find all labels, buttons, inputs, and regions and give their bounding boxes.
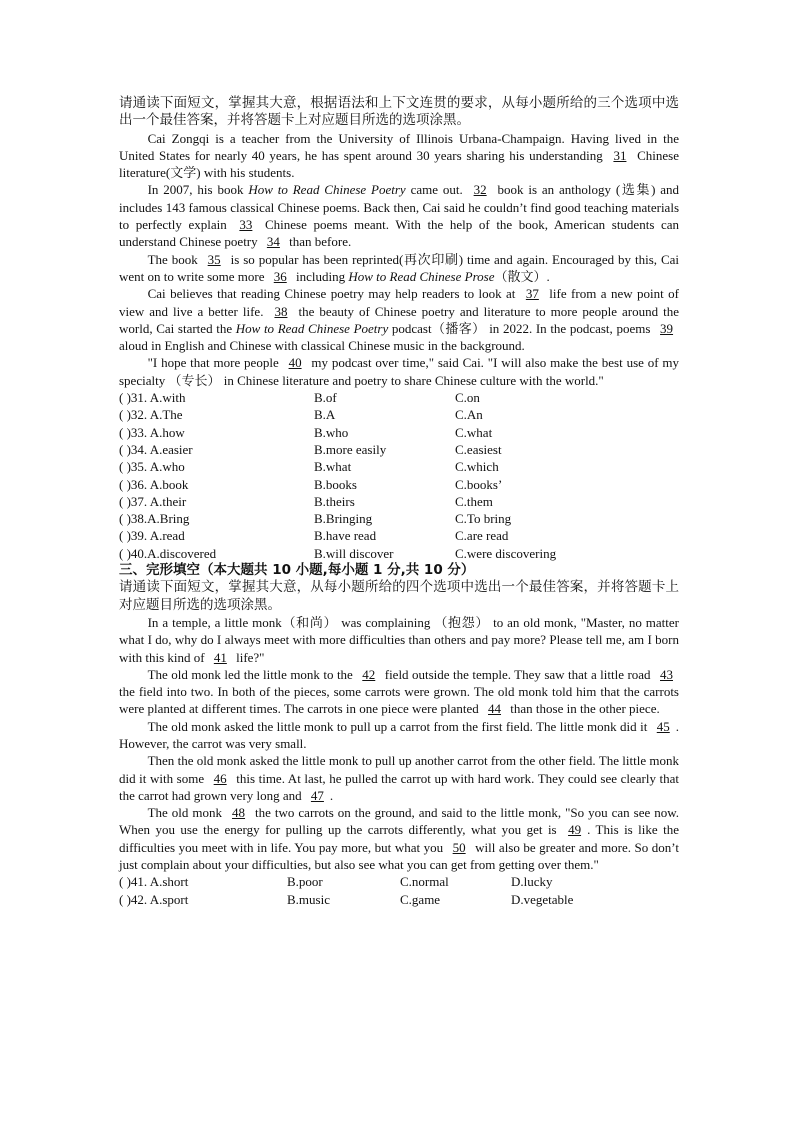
blank-42: 42 bbox=[362, 666, 376, 682]
podcast-title: How to Read Chinese Poetry bbox=[235, 320, 389, 336]
passage2-paragraph-2: The old monk led the little monk to the 42 field outside the temple. They saw that a little road 43 the field into two. In both of the pieces, some carrots were grown. The old monk told him that the carrots were planted at different times. The carrots in one piece were planted 44 than those in the other piece. bbox=[119, 666, 679, 717]
blank-47: 47 bbox=[310, 787, 324, 803]
question-41[interactable]: ( )41. A.short B.poor C.normal D.lucky bbox=[119, 874, 553, 890]
blank-39: 39 bbox=[660, 320, 674, 336]
blank-44: 44 bbox=[488, 701, 502, 717]
question-36[interactable]: ( )36. A.book B.books C.books’ bbox=[119, 476, 503, 492]
section3-question-list bbox=[119, 873, 679, 908]
question-35[interactable]: ( )35. A.who B.what C.which bbox=[119, 459, 499, 475]
section3-instruction: 请通读下面短文，掌握其大意，从每小题所给的四个选项中选出一个最佳答案，并将答题卡上对应题目所选的选项涂黑。 bbox=[119, 579, 679, 613]
question-31[interactable]: ( )31. A.with B.of C.on bbox=[119, 390, 480, 406]
blank-43: 43 bbox=[660, 666, 673, 682]
passage2-paragraph-3: The old monk asked the little monk to pull up a carrot from the first field. The little monk did it 45 . However, the carrot was very small. bbox=[119, 718, 679, 751]
blank-48: 48 bbox=[232, 805, 246, 821]
blank-40: 40 bbox=[288, 355, 302, 371]
question-32[interactable]: ( )32. A.The B.A C.An bbox=[119, 407, 483, 423]
blank-46: 46 bbox=[213, 770, 227, 786]
blank-33: 33 bbox=[239, 217, 253, 233]
passage1-paragraph-4: Cai believes that reading Chinese poetry may help readers to look at 37 life from a new point of view and live a better life. 38 the beauty of Chinese poetry and literature to more people around the world, Cai started the How to Read Chinese Poetry podcast（播客） in 2022. In the podcast, poems 39 aloud in English and Chinese with classical Chinese music in the background. bbox=[119, 286, 680, 354]
blank-49: 49 bbox=[568, 822, 582, 838]
question-38[interactable]: ( )38.A.Bring B.Bringing C.To bring bbox=[119, 511, 512, 527]
book-title-2: How to Read Chinese Prose bbox=[348, 268, 495, 284]
question-34[interactable]: ( )34. A.easier B.more easily C.easiest bbox=[119, 441, 502, 457]
passage2-paragraph-5: The old monk 48 the two carrots on the ground, and said to the little monk, "So you can see now. When you use the energy for pulling up the carrots differently, what you get is 49 . This is like the difficulties you meet with in life. You pay more, but what you 50 will also be greater and more. So don’t just complain about your difficulties, but also see what you can get from getting over them." bbox=[119, 805, 680, 873]
blank-35: 35 bbox=[207, 251, 221, 267]
question-40[interactable]: ( )40.A.discovered B.will discover C.were discovering bbox=[119, 545, 557, 561]
blank-50: 50 bbox=[452, 839, 466, 855]
section2-instruction: 请通读下面短文，掌握其大意，根据语法和上下文连贯的要求，从每小题所给的三个选项中选出一个最佳答案，并将答题卡上对应题目所选的选项涂黑。 bbox=[119, 95, 679, 129]
section3-heading: 三、完形填空（本大题共 10 小题,每小题 1 分,共 10 分） bbox=[119, 562, 475, 579]
passage1-paragraph-1: Cai Zongqi is a teacher from the University of Illinois Urbana-Champaign. Having lived in the United States for nearly 40 years, he has spent around 30 years sharing his understanding 31 Chinese literature(文学) with his students. bbox=[119, 130, 679, 181]
blank-45: 45 bbox=[656, 718, 670, 734]
blank-34: 34 bbox=[266, 234, 280, 250]
passage1-paragraph-5: "I hope that more people 40 my podcast over time," said Cai. "I will also make the best use of my specialty （专长） in Chinese literature and poetry to share Chinese culture with the world." bbox=[119, 355, 680, 388]
passage2-paragraph-1: In a temple, a little monk（和尚） was complaining （抱怨） to an old monk, "Master, no matter what I do, why do I always meet with more difficulties than others and pay more? Please tell me, am I born with this kind of 41 life?" bbox=[119, 614, 679, 665]
blank-37: 37 bbox=[525, 286, 539, 302]
book-title-1: How to Read Chinese Poetry bbox=[248, 182, 406, 198]
blank-41: 41 bbox=[213, 649, 227, 665]
blank-38: 38 bbox=[274, 303, 288, 319]
question-42[interactable]: ( )42. A.sport B.music C.game D.vegetable bbox=[119, 891, 574, 907]
blank-32: 32 bbox=[473, 182, 487, 198]
section2-question-list bbox=[119, 389, 679, 562]
passage2-paragraph-4: Then the old monk asked the little monk to pull up another carrot from the other field. The little monk did it with some 46 this time. At last, he pulled the carrot up with hard work. They could see clearly that the carrot had grown very long and 47 . bbox=[119, 753, 680, 803]
passage1-paragraph-3: The book 35 is so popular has been reprinted(再次印刷) time and again. Encouraged by this, Cai went on to write some more 36 including How to Read Chinese Prose（散文）. bbox=[119, 251, 679, 284]
exam-page bbox=[119, 95, 679, 908]
question-33[interactable]: ( )33. A.how B.who C.what bbox=[119, 424, 493, 440]
question-37[interactable]: ( )37. A.their B.theirs C.them bbox=[119, 493, 493, 509]
blank-36: 36 bbox=[273, 268, 287, 284]
passage1-paragraph-2: In 2007, his book How to Read Chinese Poetry came out. 32 book is an anthology (选集) and includes 143 famous classical Chinese poems. Back then, Cai said he couldn’t find good teaching materials to perfectly explain 33 Chinese poems meant. With the help of the book, American students can understand Chinese poetry 34 than before. bbox=[119, 182, 680, 250]
question-39[interactable]: ( )39. A.read B.have read C.are read bbox=[119, 528, 509, 544]
blank-31: 31 bbox=[613, 147, 627, 163]
